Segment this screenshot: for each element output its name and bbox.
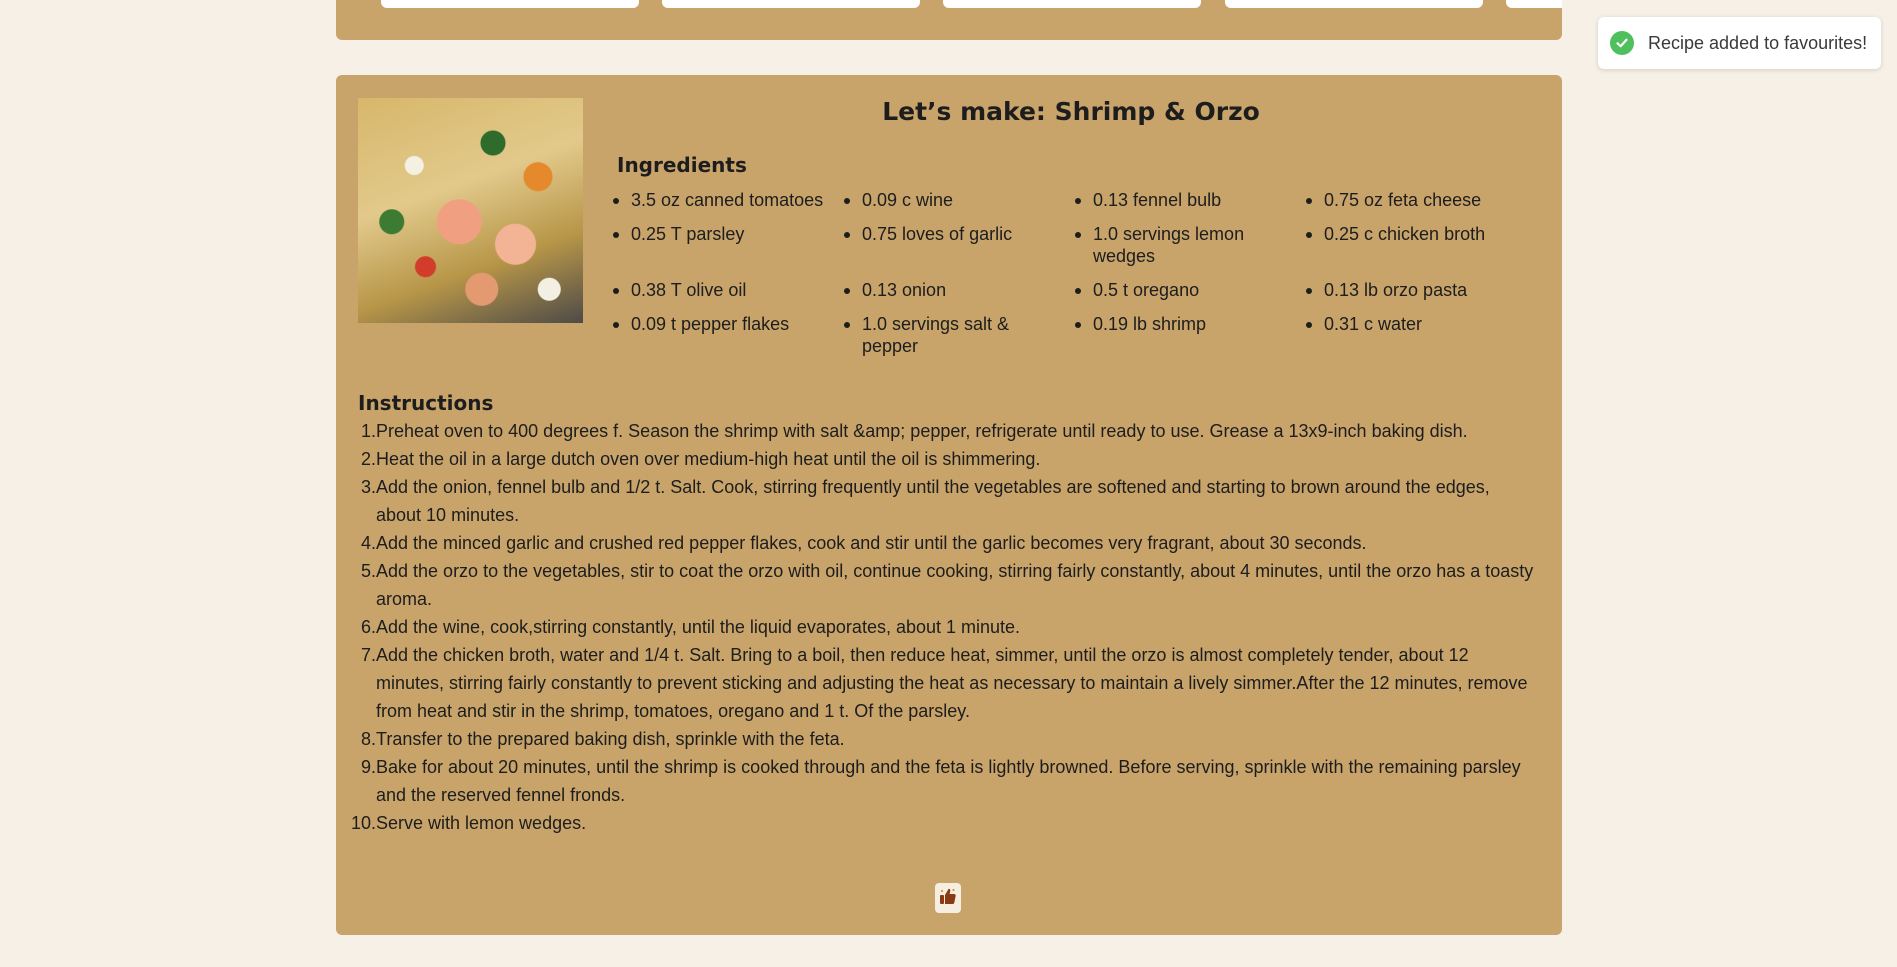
instruction-step bbox=[350, 809, 1538, 837]
ingredient-item: 0.13 onion bbox=[838, 279, 1069, 301]
step-number: 8. bbox=[360, 729, 376, 749]
ingredient-item: 0.25 c chicken broth bbox=[1300, 223, 1531, 267]
instruction-step bbox=[358, 557, 1538, 613]
like-button[interactable] bbox=[935, 883, 961, 913]
step-text: Bake for about 20 minutes, until the shrimp is cooked through and the feta is lightly browned. Before serving, sprinkle with the remaining parsley and the reserved fennel fronds. bbox=[376, 757, 1521, 805]
step-text: Transfer to the prepared baking dish, sprinkle with the feta. bbox=[376, 729, 845, 749]
carousel-card[interactable] bbox=[662, 0, 920, 8]
step-number: 2. bbox=[360, 449, 376, 469]
ingredient-item: 1.0 servings lemon wedges bbox=[1069, 223, 1300, 267]
ingredient-item: 0.13 fennel bulb bbox=[1069, 189, 1300, 211]
step-number: 1. bbox=[360, 421, 376, 441]
step-number: 5. bbox=[360, 561, 376, 581]
ingredient-item: 0.38 T olive oil bbox=[607, 279, 838, 301]
instruction-step bbox=[358, 641, 1538, 725]
ingredient-item: 0.13 lb orzo pasta bbox=[1300, 279, 1531, 301]
ingredient-item: 0.75 loves of garlic bbox=[838, 223, 1069, 267]
recipe-carousel bbox=[336, 0, 1562, 40]
step-text: Add the onion, fennel bulb and 1/2 t. Salt. Cook, stirring frequently until the vegetables are softened and starting to brown around the edges, about 10 minutes. bbox=[376, 477, 1490, 525]
carousel-card[interactable] bbox=[381, 0, 639, 8]
step-number: 9. bbox=[360, 757, 376, 777]
ingredient-item: 0.25 T parsley bbox=[607, 223, 838, 267]
ingredient-item: 0.5 t oregano bbox=[1069, 279, 1300, 301]
ingredient-item: 1.0 servings salt & pepper bbox=[838, 313, 1069, 357]
step-text: Heat the oil in a large dutch oven over medium-high heat until the oil is shimmering. bbox=[376, 449, 1041, 469]
ingredient-item: 0.09 c wine bbox=[838, 189, 1069, 211]
carousel-card[interactable] bbox=[1506, 0, 1562, 8]
step-number: 7. bbox=[360, 645, 376, 665]
step-text: Serve with lemon wedges. bbox=[376, 813, 587, 833]
step-number: 10. bbox=[350, 813, 376, 833]
recipe-photo bbox=[358, 98, 583, 323]
step-text: Add the minced garlic and crushed red pepper flakes, cook and stir until the garlic becomes very fragrant, about 30 seconds. bbox=[376, 533, 1367, 553]
instruction-step bbox=[358, 753, 1538, 809]
ingredient-item: 3.5 oz canned tomatoes bbox=[607, 189, 838, 211]
instruction-step bbox=[358, 417, 1538, 445]
ingredients-list bbox=[607, 189, 1547, 357]
thumbs-up-icon bbox=[938, 886, 958, 911]
ingredients-heading: Ingredients bbox=[617, 153, 747, 177]
ingredient-item: 0.31 c water bbox=[1300, 313, 1531, 357]
carousel-card[interactable] bbox=[943, 0, 1201, 8]
toast-message: Recipe added to favourites! bbox=[1648, 32, 1868, 53]
instruction-step bbox=[358, 613, 1538, 641]
ingredient-item: 0.75 oz feta cheese bbox=[1300, 189, 1531, 211]
ingredient-item: 0.19 lb shrimp bbox=[1069, 313, 1300, 357]
instruction-step bbox=[358, 529, 1538, 557]
instructions-heading: Instructions bbox=[358, 391, 494, 415]
recipe-title: Let’s make: Shrimp & Orzo bbox=[882, 97, 1260, 126]
instructions-list bbox=[350, 417, 1538, 837]
step-number: 6. bbox=[360, 617, 376, 637]
instruction-step bbox=[358, 445, 1538, 473]
step-text: Add the wine, cook,stirring constantly, until the liquid evaporates, about 1 minute. bbox=[376, 617, 1021, 637]
toast-notification bbox=[1598, 17, 1881, 69]
instruction-step bbox=[358, 725, 1538, 753]
step-number: 3. bbox=[360, 477, 376, 497]
check-circle-icon bbox=[1610, 31, 1634, 55]
step-text: Add the chicken broth, water and 1/4 t. Salt. Bring to a boil, then reduce heat, simmer, until the orzo is almost completely tender, about 12 minutes, stirring fairly constantly to prevent sticking and adjusting the heat as necessary to maintain a lively simmer.After the 12 minutes, remove from heat and stir in the shrimp, tomatoes, oregano and 1 t. Of the parsley. bbox=[376, 645, 1528, 721]
ingredient-item: 0.09 t pepper flakes bbox=[607, 313, 838, 357]
step-number: 4. bbox=[360, 533, 376, 553]
step-text: Preheat oven to 400 degrees f. Season the shrimp with salt &amp; pepper, refrigerate until ready to use. Grease a 13x9-inch baking dish. bbox=[376, 421, 1468, 441]
carousel-card[interactable] bbox=[1225, 0, 1483, 8]
recipe-detail-card bbox=[336, 75, 1562, 935]
step-text: Add the orzo to the vegetables, stir to coat the orzo with oil, continue cooking, stirring fairly constantly, about 4 minutes, until the orzo has a toasty aroma. bbox=[376, 561, 1534, 609]
instruction-step bbox=[358, 473, 1538, 529]
